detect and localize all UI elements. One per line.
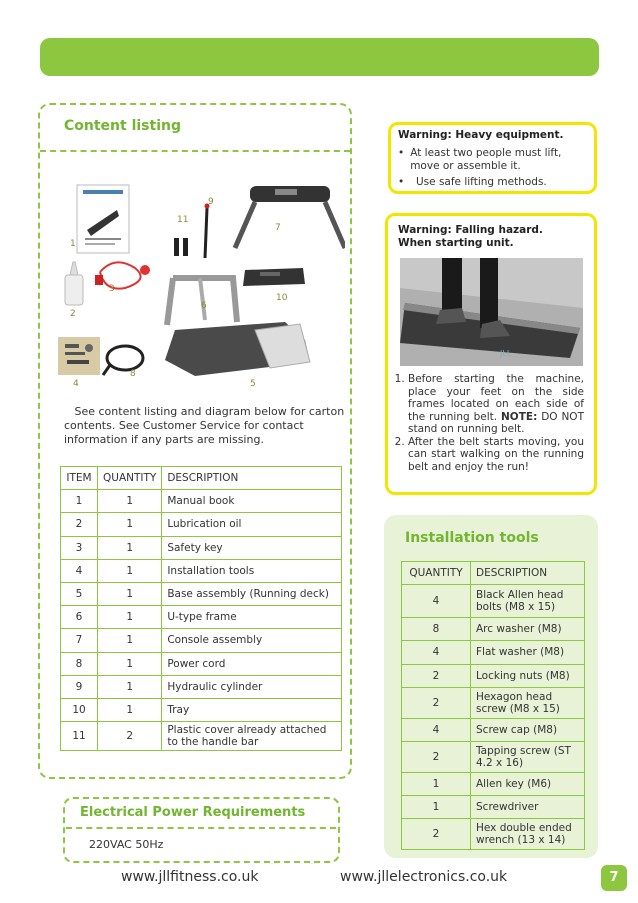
- table-row: [61, 490, 342, 513]
- table-row: [61, 629, 342, 652]
- description-cell: Lubrication oil: [162, 513, 342, 536]
- quantity-cell: 1: [98, 582, 162, 605]
- description-cell: Locking nuts (M8): [471, 664, 585, 687]
- item-cell: 9: [61, 675, 98, 698]
- quantity-cell: 1: [98, 513, 162, 536]
- table-row: [61, 536, 342, 559]
- list-item: [408, 436, 584, 474]
- warning-falling-steps: [394, 373, 584, 473]
- description-cell: Installation tools: [162, 559, 342, 582]
- description-cell: Manual book: [162, 490, 342, 513]
- step-text: After the belt starts moving, you can start walking on the running belt and enjoy the run!: [408, 435, 584, 473]
- description-cell: Allen key (M6): [471, 772, 585, 795]
- base-assembly-image: [165, 322, 310, 376]
- bullet-text: At least two people must lift, move or assemble it.: [410, 147, 562, 172]
- parts-diagram: [55, 180, 345, 390]
- table-row: [61, 513, 342, 536]
- quantity-cell: 2: [402, 687, 471, 718]
- warning-heavy-list: [398, 147, 590, 189]
- item-cell: 7: [61, 629, 98, 652]
- safety-key-image: [95, 262, 150, 288]
- table-row: [61, 606, 342, 629]
- table-row: [402, 618, 585, 641]
- quantity-cell: 4: [402, 641, 471, 664]
- content-listing-title: Content listing: [64, 118, 181, 134]
- quantity-cell: 1: [98, 606, 162, 629]
- table-row: [61, 652, 342, 675]
- warning-heavy-box: [388, 122, 597, 194]
- quantity-cell: 1: [98, 698, 162, 721]
- part-label-7: 7: [275, 223, 281, 233]
- description-cell: Console assembly: [162, 629, 342, 652]
- panel-divider: [66, 827, 336, 829]
- description-cell: Screw cap (M8): [471, 718, 585, 741]
- table-row: [402, 741, 585, 772]
- description-cell: Safety key: [162, 536, 342, 559]
- panel-divider: [40, 150, 350, 152]
- item-cell: 2: [61, 513, 98, 536]
- manual-book-image: [77, 185, 129, 253]
- description-cell: Arc washer (M8): [471, 618, 585, 641]
- part-label-6: 6: [201, 301, 207, 311]
- electrical-value: 220VAC 50Hz: [89, 838, 164, 851]
- description-cell: Screwdriver: [471, 796, 585, 819]
- footer-link-fitness[interactable]: www.jllfitness.co.uk: [121, 869, 259, 885]
- quantity-cell: 8: [402, 618, 471, 641]
- quantity-cell: 1: [98, 629, 162, 652]
- content-note: See content listing and diagram below for carton contents. See Customer Service for contact information if any parts are missing.: [64, 405, 345, 446]
- part-label-1: 1: [70, 239, 76, 249]
- part-label-9: 9: [208, 197, 214, 207]
- table-header-row: [402, 562, 585, 585]
- installation-tools-image: [58, 337, 100, 375]
- console-assembly-image: [235, 186, 345, 248]
- warning-falling-box: [385, 213, 597, 495]
- hydraulic-cylinder-image: [205, 204, 210, 259]
- table-row: [61, 582, 342, 605]
- table-row: [402, 772, 585, 795]
- description-cell: Black Allen head bolts (M8 x 15): [471, 585, 585, 618]
- quantity-cell: 1: [98, 652, 162, 675]
- item-cell: 8: [61, 652, 98, 675]
- bullet-text: Use safe lifting methods.: [416, 176, 547, 188]
- quantity-cell: 1: [402, 796, 471, 819]
- description-cell: Plastic cover already attached to the handle bar: [162, 722, 342, 751]
- installation-tools-title: Installation tools: [405, 530, 539, 546]
- quantity-cell: 1: [402, 772, 471, 795]
- quantity-cell: 4: [402, 585, 471, 618]
- tools-table: [401, 561, 585, 850]
- quantity-cell: 1: [98, 490, 162, 513]
- item-cell: 10: [61, 698, 98, 721]
- quantity-cell: 4: [402, 718, 471, 741]
- treadmill-photo: [400, 258, 583, 366]
- table-row: [402, 819, 585, 850]
- item-cell: 6: [61, 606, 98, 629]
- header-item: ITEM: [61, 467, 98, 490]
- description-cell: Power cord: [162, 652, 342, 675]
- quantity-cell: 1: [98, 559, 162, 582]
- description-cell: Flat washer (M8): [471, 641, 585, 664]
- description-cell: Tapping screw (ST 4.2 x 16): [471, 741, 585, 772]
- quantity-cell: 2: [98, 722, 162, 751]
- note-label: NOTE:: [501, 410, 538, 423]
- step-text: DO NOT stand on running belt.: [408, 410, 584, 435]
- table-row: [402, 585, 585, 618]
- description-cell: Base assembly (Running deck): [162, 582, 342, 605]
- step-text: Before starting the machine, place your feet on the side frames located on each side of the running belt.: [408, 373, 584, 423]
- part-label-3: 3: [109, 284, 115, 294]
- header-description: DESCRIPTION: [162, 467, 342, 490]
- item-cell: 11: [61, 722, 98, 751]
- part-label-8: 8: [130, 369, 136, 379]
- description-cell: Tray: [162, 698, 342, 721]
- svg-text:JLL: JLL: [500, 349, 512, 358]
- table-row: [61, 698, 342, 721]
- description-cell: Hydraulic cylinder: [162, 675, 342, 698]
- quantity-cell: 1: [98, 536, 162, 559]
- list-item: • At least two people must lift, move or assemble it.: [398, 147, 590, 173]
- table-header-row: [61, 467, 342, 490]
- part-label-5: 5: [250, 379, 256, 389]
- header-description: DESCRIPTION: [471, 562, 585, 585]
- item-cell: 3: [61, 536, 98, 559]
- electrical-title: Electrical Power Requirements: [80, 805, 306, 820]
- tray-image: [243, 268, 305, 286]
- table-row: [402, 796, 585, 819]
- table-row: [61, 559, 342, 582]
- table-row: [402, 687, 585, 718]
- warning-heavy-title: Warning: Heavy equipment.: [398, 129, 564, 141]
- table-row: [61, 722, 342, 751]
- description-cell: Hex double ended wrench (13 x 14): [471, 819, 585, 850]
- page-number-badge: 7: [601, 865, 627, 891]
- table-row: [402, 641, 585, 664]
- table-row: [61, 675, 342, 698]
- item-cell: 4: [61, 559, 98, 582]
- part-label-2: 2: [70, 309, 76, 319]
- quantity-cell: 2: [402, 664, 471, 687]
- part-label-4: 4: [73, 379, 79, 389]
- description-cell: Hexagon head screw (M8 x 15): [471, 687, 585, 718]
- description-cell: U-type frame: [162, 606, 342, 629]
- power-cord-image: [103, 346, 143, 375]
- warning-falling-title: Warning: Falling hazard. When starting unit.: [398, 224, 543, 249]
- table-row: [402, 718, 585, 741]
- list-item: [408, 373, 584, 436]
- part-label-11: 11: [177, 215, 189, 225]
- table-row: [402, 664, 585, 687]
- item-cell: 1: [61, 490, 98, 513]
- header-bar: [40, 38, 599, 76]
- quantity-cell: 2: [402, 741, 471, 772]
- item-cell: 5: [61, 582, 98, 605]
- content-table: [60, 466, 342, 751]
- list-item: • Use safe lifting methods.: [398, 176, 547, 188]
- part-label-10: 10: [276, 293, 288, 303]
- plastic-cover-image: [174, 238, 188, 256]
- header-quantity: QUANTITY: [402, 562, 471, 585]
- footer-link-electronics[interactable]: www.jllelectronics.co.uk: [340, 869, 508, 885]
- quantity-cell: 1: [98, 675, 162, 698]
- lubrication-oil-image: [65, 262, 83, 305]
- quantity-cell: 2: [402, 819, 471, 850]
- header-quantity: QUANTITY: [98, 467, 162, 490]
